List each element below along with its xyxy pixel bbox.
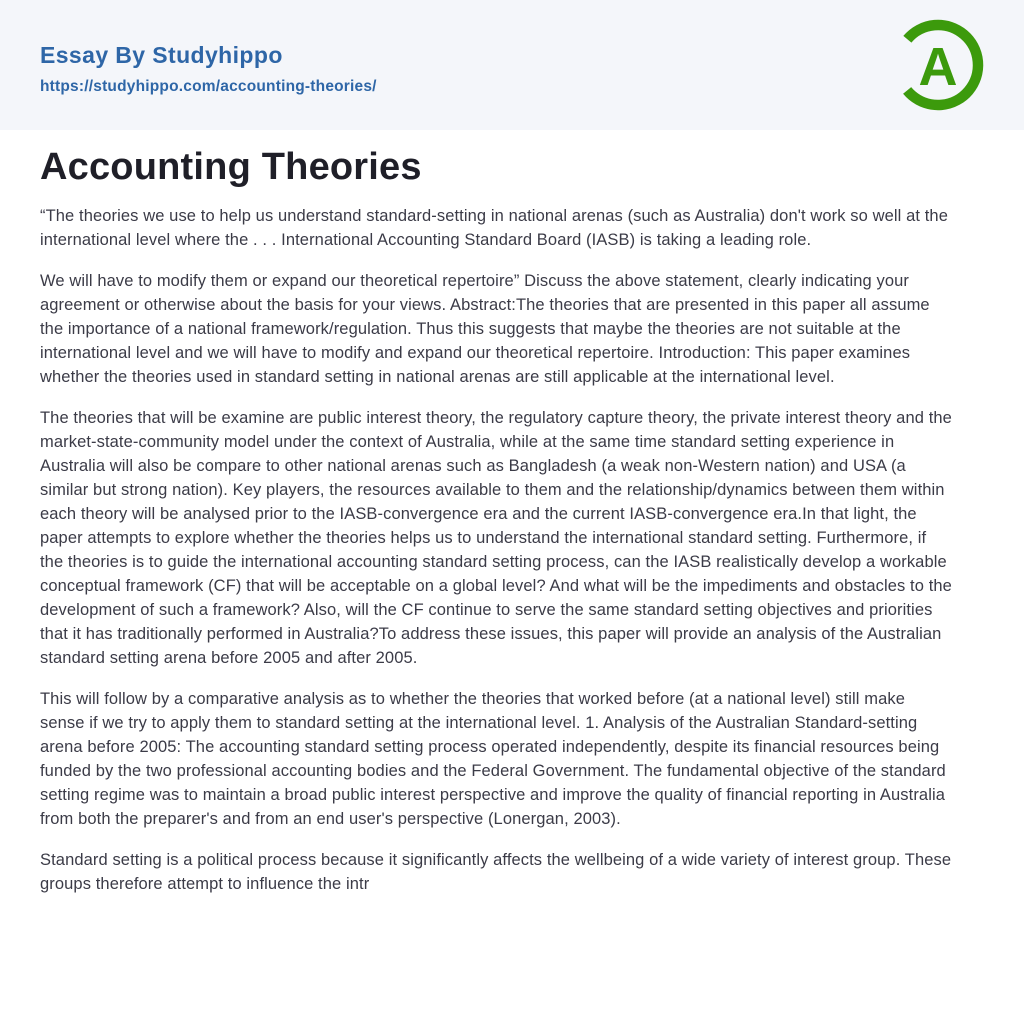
essay-paragraph: This will follow by a comparative analysis as to whether the theories that worked before (at a national level) still make sense if we try to apply them to standard setting at the international level. 1. Analysis of the Australian Standard-setting arena before 2005: The accounting standard setting process operated independently, despite its financial resources being funded by the two professional accounting bodies and the Federal Government. The fundamental objective of the standard setting regime was to maintain a broad public interest perspective and improve the quality of financial reporting in Australia from both the preparer's and from an end user's perspective (Lonergan, 2003). [40,689,946,828]
essay-paragraph: We will have to modify them or expand our theoretical repertoire” Discuss the above statement, clearly indicating your agreement or otherwise about the basis for your views. Abstract:The theories that are presented in this paper all assume the importance of a national framework/regulation. Thus this suggests that maybe the theories are not suitable at the international level and we will have to modify and expand our theoretical repertoire. Introduction: This paper examines whether the theories used in standard setting in national arenas are still applicable at the international level. [40,271,930,386]
header-text-block [40,42,377,97]
article-url-link[interactable]: https://studyhippo.com/accounting-theories/ [40,78,377,96]
essay-paragraph: The theories that will be examine are public interest theory, the regulatory capture theory, the private interest theory and the market-state-community model under the context of Australia, while at the same time standard setting experience in Australia will also be compare to other national arenas such as Bangladesh (a weak non-Western nation) and USA (a similar but strong nation). Key players, the resources available to them and the relationship/dynamics between them within each theory will be analysed prior to the IASB-convergence era and the current IASB-convergence era.In that light, the paper attempts to explore whether the theories helps us to understand the international standard setting. Furthermore, if the theories is to guide the international accounting standard setting process, can the IASB realistically develop a workable conceptual framework (CF) that will be acceptable on a global level? And what will be the impediments and obstacles to the development of such a framework? Also, will the CF continue to serve the same standard setting objectives and priorities that it has traditionally performed in Australia?To address these issues, this paper will provide an analysis of the Australian standard setting arena before 2005 and after 2005. [40,408,952,667]
page-header [0,0,1024,130]
site-title: Essay By Studyhippo [40,41,283,68]
article-body [0,130,1024,896]
essay-paragraph: “The theories we use to help us understand standard-setting in national arenas (such as Australia) don't work so well at the international level where the . . . International Accounting Standard Board (IASB) is taking a leading role. [40,206,948,249]
page-title: Accounting Theories [40,146,422,188]
logo-letter: A [918,37,958,97]
logo-arc-icon [892,19,984,111]
studyhippo-logo [892,19,984,111]
essay-paragraph: Standard setting is a political process because it significantly affects the wellbeing of a wide variety of interest group. These groups therefore attempt to influence the intr [40,850,952,893]
